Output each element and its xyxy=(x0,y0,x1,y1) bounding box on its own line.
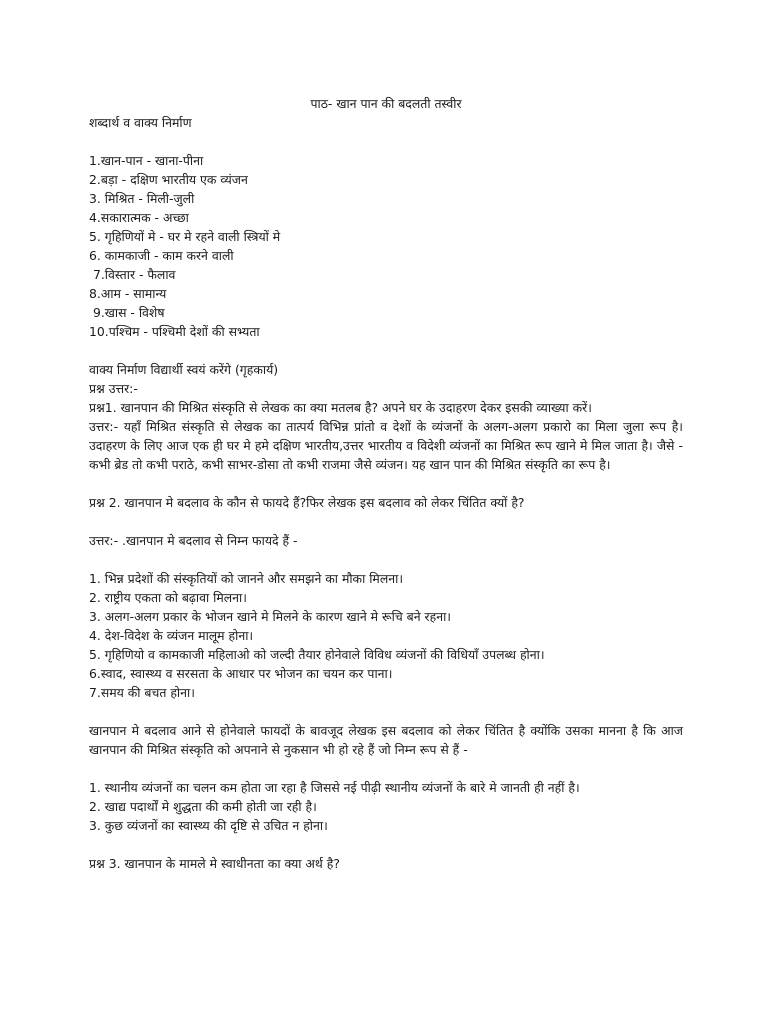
spacer xyxy=(89,835,683,854)
vocabulary-item: 2.बड़ा - दक्षिण भारतीय एक व्यंजन xyxy=(89,172,248,187)
drawback-item: 1. स्थानीय व्यंजनों का चलन कम होता जा रहा है जिससे नई पीढ़ी स्थानीय व्यंजनों के बारे मे जानती ही नहीं है। xyxy=(89,780,580,795)
homework-note: वाक्य निर्माण विद्यार्थी स्वयं करेंगे (गृहकार्य) xyxy=(89,362,279,377)
vocabulary-item: 3. मिश्रित - मिली-जुली xyxy=(89,191,195,206)
spacer xyxy=(89,474,683,493)
answer-2-intro: उत्तर:- .खानपान मे बदलाव से निम्न फायदे हैं - xyxy=(89,533,298,548)
drawback-item: 3. कुछ व्यंजनों का स्वास्थ्य की दृष्टि से उचित न होना। xyxy=(89,818,328,833)
vocabulary-item: 10.पश्चिम - पश्चिमी देशों की सभ्यता xyxy=(89,324,260,339)
drawbacks-list xyxy=(89,778,683,835)
spacer xyxy=(89,132,683,151)
benefit-item: 2. राष्ट्रीय एकता को बढ़ावा मिलना। xyxy=(89,590,247,605)
spacer xyxy=(89,702,683,721)
question-2: प्रश्न 2. खानपान मे बदलाव के कौन से फायदे हैं?फिर लेखक इस बदलाव को लेकर चिंतित क्यों है? xyxy=(89,495,525,510)
benefit-item: 5. गृहिणियो व कामकाजी महिलाओ को जल्दी तैयार होनेवाले विविध व्यंजनों की विधियाँ उपलब्ध होना। xyxy=(89,647,545,662)
vocabulary-item: 1.खान-पान - खाना-पीना xyxy=(89,153,204,168)
answer-1: उत्तर:- यहाँ मिश्रित संस्कृति से लेखक का तात्पर्य विभिन्न प्रांतो व देशों के व्यंजनों के अलग-अलग प्रकारो का मिला जुला रूप है। उदाहरण के लिए आज एक ही घर मे हमे दक्षिण भारतीय,उत्तर भारतीय व विदेशी व्यंजनों का मिश्रित रूप खाने मे मिल जाता है। जैसे - कभी ब्रेड तो कभी पराठे, कभी साभर-डोसा तो कभी राजमा जैसे व्यंजन। यह खान पान की मिश्रित संस्कृति का रूप है। xyxy=(89,419,683,472)
vocabulary-item: 5. गृहिणियों मे - घर मे रहने वाली स्त्रियों मे xyxy=(89,229,281,244)
spacer xyxy=(89,341,683,360)
spacer xyxy=(89,550,683,569)
drawback-item: 2. खाद्य पदार्थों मे शुद्धता की कमी होती जा रही है। xyxy=(89,799,317,814)
vocabulary-item: 6. कामकाजी - काम करने वाली xyxy=(89,248,234,263)
benefit-item: 4. देश-विदेश के व्यंजन मालूम होना। xyxy=(89,628,254,643)
vocabulary-item: 8.आम - सामान्य xyxy=(89,286,167,301)
vocabulary-item: 4.सकारात्मक - अच्छा xyxy=(89,210,189,225)
benefit-item: 7.समय की बचत होना। xyxy=(89,685,195,700)
benefit-item: 6.स्वाद, स्वास्थ्य व सरसता के आधार पर भोजन का चयन कर पाना। xyxy=(89,666,393,681)
vocabulary-item: 9.खास - विशेष xyxy=(89,305,165,320)
benefit-item: 1. भिन्न प्रदेशों की संस्कृतियों को जानने और समझने का मौका मिलना। xyxy=(89,571,404,586)
question-1: प्रश्न1. खानपान की मिश्रित संस्कृति से लेखक का क्या मतलब है? अपने घर के उदाहरण देकर इसकी व्याख्या करें। xyxy=(89,400,592,415)
vocabulary-item: 7.विस्तार - फैलाव xyxy=(89,267,176,282)
benefits-list xyxy=(89,569,683,702)
document-page xyxy=(89,94,683,873)
section-heading: शब्दार्थ व वाक्य निर्माण xyxy=(89,115,192,130)
spacer xyxy=(89,759,683,778)
vocabulary-list xyxy=(89,151,683,341)
benefit-item: 3. अलग-अलग प्रकार के भोजन खाने मे मिलने के कारण खाने मे रूचि बने रहना। xyxy=(89,609,451,624)
qa-heading: प्रश्न उत्तर:- xyxy=(89,381,138,396)
question-3: प्रश्न 3. खानपान के मामले मे स्वाधीनता का क्या अर्थ है? xyxy=(89,856,340,871)
spacer xyxy=(89,512,683,531)
page-title: पाठ- खान पान की बदलती तस्वीर xyxy=(310,96,462,111)
concern-paragraph: खानपान मे बदलाव आने से होनेवाले फायदों के बावजूद लेखक इस बदलाव को लेकर चिंतित है क्योंकि उसका मानना है कि आज खानपान की मिश्रित संस्कृति को अपनाने से नुकसान भी हो रहे हैं जो निम्न रूप से हैं - xyxy=(89,723,683,757)
